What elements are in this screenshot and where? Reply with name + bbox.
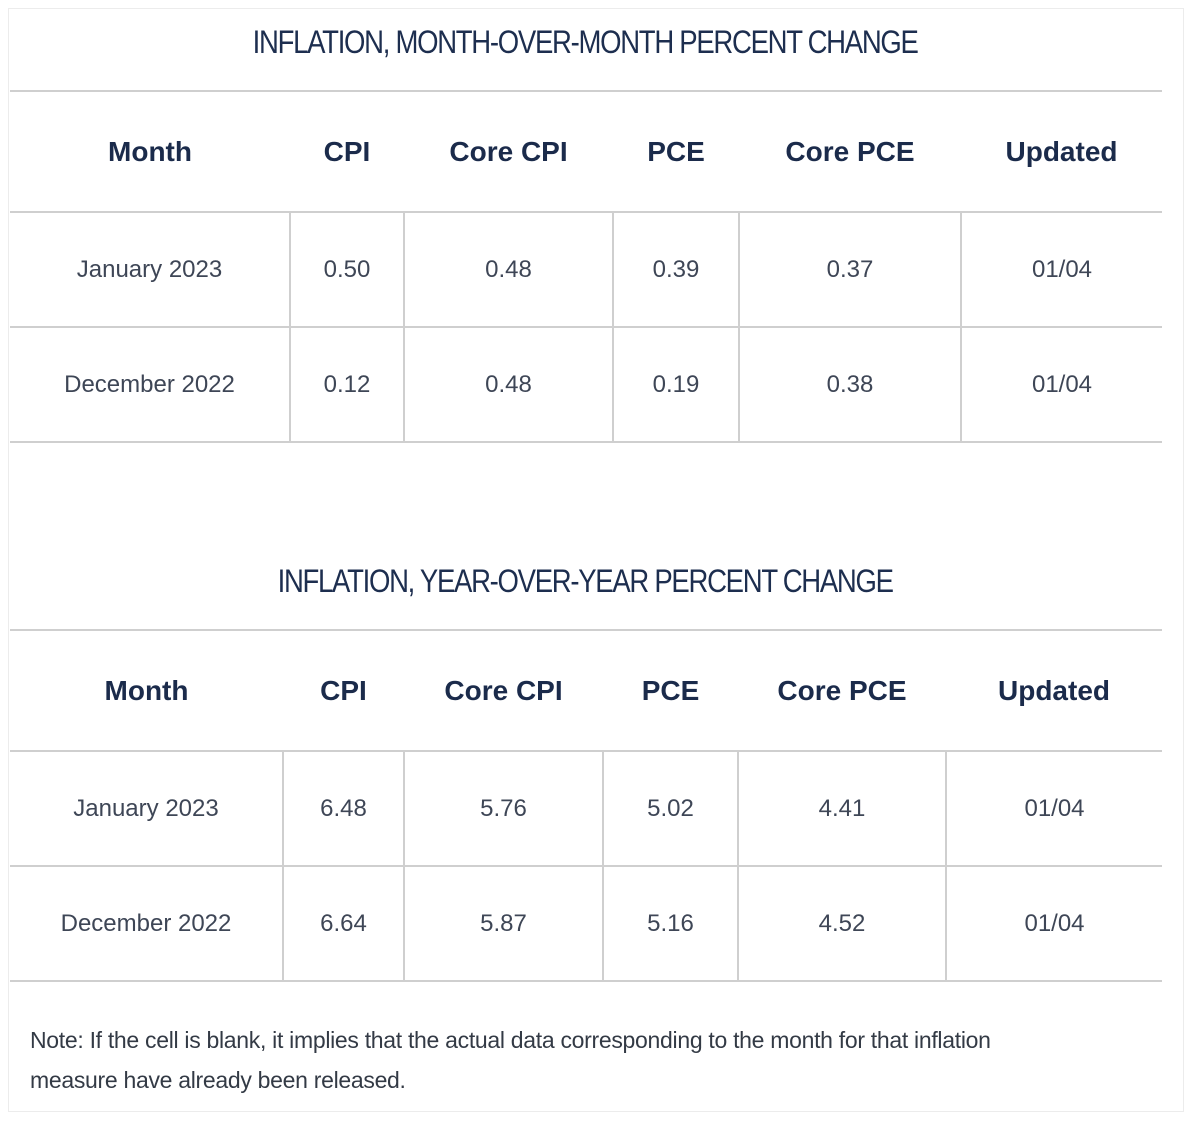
column-header-pce: PCE [613,91,739,212]
mom-table-title: INFLATION, MONTH-OVER-MONTH PERCENT CHANGE [252,24,918,60]
yoy-inflation-table [10,629,1162,982]
cell-cpi: 0.12 [290,327,404,442]
cell-cpi: 6.64 [283,866,404,981]
column-header-updated: Updated [946,630,1162,751]
column-header-month: Month [10,630,283,751]
cell-month: December 2022 [10,866,283,981]
column-header-month: Month [10,91,290,212]
table-header-row [10,630,1162,751]
yoy-table-title: INFLATION, YEAR-OVER-YEAR PERCENT CHANGE [277,563,893,599]
cell-core-pce: 0.37 [739,212,961,327]
column-header-updated: Updated [961,91,1162,212]
footnote-line: Note: If the cell is blank, it implies that the actual data corresponding to the month for that inflation [30,1027,991,1053]
cell-cpi: 0.50 [290,212,404,327]
table-row [10,212,1162,327]
cell-updated: 01/04 [946,866,1162,981]
mom-inflation-table [10,90,1162,443]
cell-core-cpi: 0.48 [404,212,613,327]
table-row [10,751,1162,866]
cell-pce: 5.02 [603,751,738,866]
cell-pce: 0.39 [613,212,739,327]
cell-updated: 01/04 [961,327,1162,442]
cell-core-cpi: 5.76 [404,751,603,866]
column-header-cpi: CPI [290,91,404,212]
column-header-core-pce: Core PCE [739,91,961,212]
cell-core-pce: 4.52 [738,866,946,981]
cell-month: January 2023 [10,212,290,327]
cell-month: January 2023 [10,751,283,866]
column-header-core-pce: Core PCE [738,630,946,751]
cell-core-cpi: 0.48 [404,327,613,442]
column-header-cpi: CPI [283,630,404,751]
footnote [30,1020,1150,1100]
column-header-core-cpi: Core CPI [404,630,603,751]
footnote-line: measure have already been released. [30,1067,406,1093]
cell-pce: 0.19 [613,327,739,442]
column-header-core-cpi: Core CPI [404,91,613,212]
column-header-pce: PCE [603,630,738,751]
table-header-row [10,91,1162,212]
cell-core-cpi: 5.87 [404,866,603,981]
cell-updated: 01/04 [946,751,1162,866]
cell-pce: 5.16 [603,866,738,981]
cell-core-pce: 4.41 [738,751,946,866]
cell-month: December 2022 [10,327,290,442]
cell-core-pce: 0.38 [739,327,961,442]
table-row [10,866,1162,981]
cell-updated: 01/04 [961,212,1162,327]
table-row [10,327,1162,442]
cell-cpi: 6.48 [283,751,404,866]
